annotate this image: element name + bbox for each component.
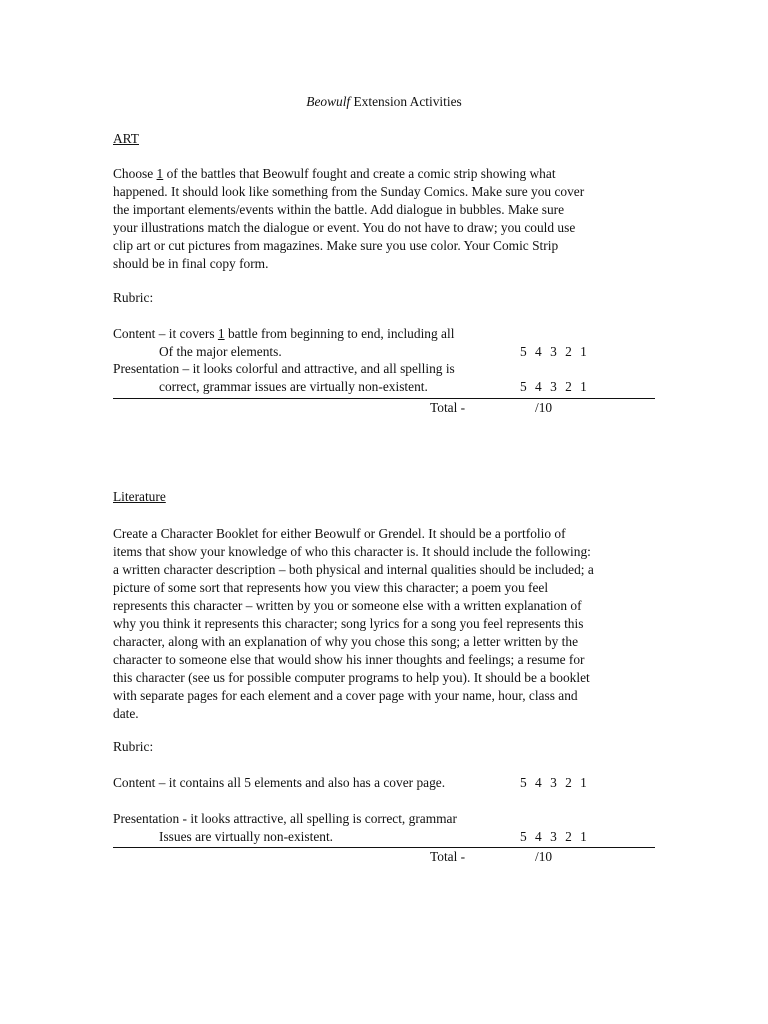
art-content-criterion-cont: Of the major elements.: [159, 344, 282, 359]
art-instructions: [113, 165, 658, 273]
literature-total-label: Total -: [430, 849, 466, 864]
art-instructions-line: the important elements/events within the battle. Add dialogue in bubbles. Make sure: [113, 202, 565, 217]
text-run: of the battles that Beowulf fought and create a comic strip showing what: [163, 166, 556, 181]
literature-instructions-line: character, along with an explanation of why you chose this song; a letter written by the: [113, 634, 579, 649]
text-run: Content – it covers: [113, 326, 218, 341]
literature-instructions-line: character to someone else that would show his inner thoughts and feelings; a resume for: [113, 652, 585, 667]
literature-instructions-line: items that show your knowledge of who this character is. It should include the following:: [113, 544, 591, 559]
art-instructions-line: should be in final copy form.: [113, 256, 269, 271]
literature-presentation-criterion: Presentation - it looks attractive, all spelling is correct, grammar: [113, 811, 457, 826]
literature-instructions-line: a written character description – both physical and internal qualities should be included; a: [113, 562, 594, 577]
literature-instructions-line: why you think it represents this character; song lyrics for a song you feel represents this: [113, 616, 584, 631]
literature-heading: Literature: [113, 489, 166, 504]
art-rubric-label: Rubric:: [113, 290, 154, 305]
page-title: [0, 94, 768, 110]
art-instructions-line: clip art or cut pictures from magazines. Make sure you use color. Your Comic Strip: [113, 238, 559, 253]
title-italic: Beowulf: [306, 94, 351, 109]
art-presentation-criterion: Presentation – it looks colorful and attractive, and all spelling is: [113, 361, 455, 376]
literature-presentation-scores: 5 4 3 2 1: [520, 829, 587, 844]
literature-instructions-line: date.: [113, 706, 139, 721]
title-rest: Extension Activities: [350, 94, 462, 109]
literature-instructions: [113, 525, 658, 723]
underlined-number: 1: [156, 166, 164, 181]
literature-content-scores: 5 4 3 2 1: [520, 775, 587, 790]
literature-total-value: /10: [535, 849, 553, 864]
art-total-rule: [113, 398, 655, 399]
literature-content-criterion: Content – it contains all 5 elements and also has a cover page.: [113, 775, 446, 790]
literature-instructions-line: this character (see us for possible computer programs to help you). It should be a booklet: [113, 670, 590, 685]
art-instructions-line: happened. It should look like something from the Sunday Comics. Make sure you cover: [113, 184, 585, 199]
literature-instructions-line: picture of some sort that represents how you view this character; a poem you feel: [113, 580, 549, 595]
literature-rubric-label: Rubric:: [113, 739, 154, 754]
art-presentation-criterion-cont: correct, grammar issues are virtually non-existent.: [159, 379, 428, 394]
text-run: Choose: [113, 166, 157, 181]
art-presentation-scores: 5 4 3 2 1: [520, 379, 587, 394]
art-content-criterion: [113, 326, 454, 342]
text-run: battle from beginning to end, including all: [224, 326, 455, 341]
literature-total-rule: [113, 847, 655, 848]
literature-instructions-line: Create a Character Booklet for either Beowulf or Grendel. It should be a portfolio of: [113, 526, 566, 541]
literature-instructions-line: with separate pages for each element and a cover page with your name, hour, class and: [113, 688, 578, 703]
literature-instructions-line: represents this character – written by you or someone else with a written explanation of: [113, 598, 582, 613]
literature-presentation-criterion-cont: Issues are virtually non-existent.: [159, 829, 334, 844]
art-instructions-line: your illustrations match the dialogue or event. You do not have to draw; you could use: [113, 220, 576, 235]
art-content-scores: 5 4 3 2 1: [520, 344, 587, 359]
art-total-value: /10: [535, 400, 553, 415]
underlined-number: 1: [217, 326, 225, 341]
art-instructions-line: [113, 165, 658, 183]
art-total-label: Total -: [430, 400, 466, 415]
art-heading: ART: [113, 131, 139, 146]
